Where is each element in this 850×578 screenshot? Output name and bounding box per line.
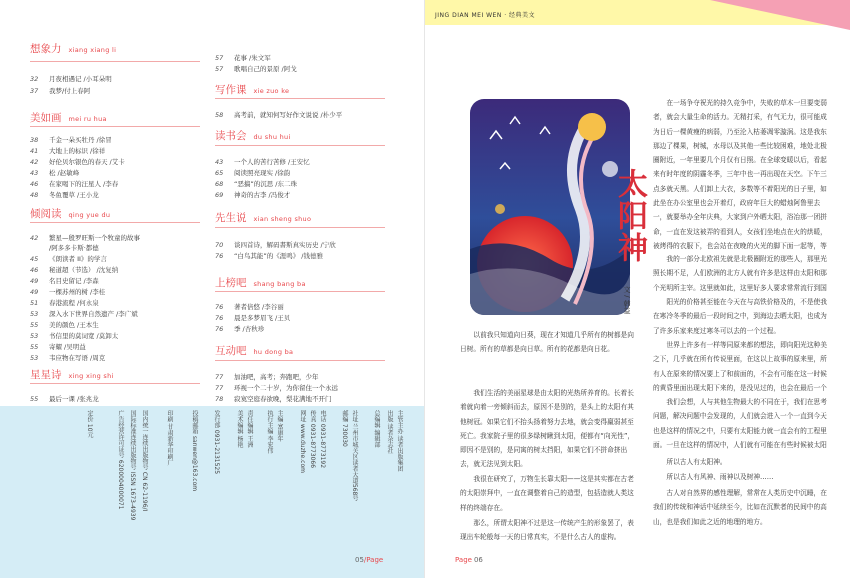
toc-item[interactable] xyxy=(215,394,332,403)
colophon-line: 传真 0931-8773066 xyxy=(309,410,316,469)
toc-author: /艾卡 xyxy=(109,158,125,166)
toc-page-num: 65 xyxy=(215,169,224,177)
colophon-line: 社址 兰州市城关区读者大道568号 xyxy=(351,410,358,502)
colophon-line: 发行部 0931-2131525 xyxy=(213,410,220,475)
colophon-line: 总编辑 编辑部 xyxy=(373,410,380,448)
toc-author: /杏秋珍 xyxy=(242,325,265,333)
toc-page-num: 42 xyxy=(30,234,39,242)
colophon-line: 主编 富康年 xyxy=(276,410,283,442)
toc-page-num: 49 xyxy=(30,288,39,296)
toc-author: /徐冒 xyxy=(96,136,112,144)
toc-page-num: 76 xyxy=(215,325,224,333)
toc-title: 晨是多梦眉飞 xyxy=(234,314,273,322)
toc-item[interactable] xyxy=(215,302,284,311)
toc-page-num: 57 xyxy=(215,54,224,62)
toc-section-header xyxy=(30,110,107,125)
toc-author: /朱文军 xyxy=(249,54,271,62)
toc-page-num: 48 xyxy=(30,191,39,199)
toc-author: /李谷丽 xyxy=(262,303,284,311)
toc-item[interactable] xyxy=(215,53,271,62)
toc-item[interactable] xyxy=(30,276,99,285)
toc-item[interactable] xyxy=(30,353,105,362)
section-title: 上榜吧 xyxy=(215,277,247,289)
toc-title: 好伦贝尔银色的春天 xyxy=(49,158,108,166)
toc-title: 秘道超（节选） xyxy=(49,266,95,274)
colophon-line: 投稿邮箱 sanwen@163.com xyxy=(191,410,198,492)
toc-page-num: 76 xyxy=(215,314,224,322)
section-divider xyxy=(30,222,200,223)
toc-title: 寂寞空庭春欲晚，梨花满地不开门 xyxy=(234,395,332,403)
toc-page-num: 55 xyxy=(30,321,39,329)
toc-page-num: 49 xyxy=(30,277,39,285)
toc-title: 高考前，就知何写好作文说说 xyxy=(234,111,319,119)
toc-item[interactable] xyxy=(30,394,99,403)
toc-title: “白鸟其能”的《涯鸣》 xyxy=(234,252,300,260)
toc-author: /王小龙 xyxy=(77,191,99,199)
toc-author: /沈复纳 xyxy=(96,266,119,274)
toc-page-num: 55 xyxy=(30,343,39,351)
toc-title: 最后一课 xyxy=(49,395,75,403)
page-label: Page xyxy=(455,556,472,564)
toc-title: 花事 xyxy=(234,54,247,62)
illustration xyxy=(470,99,630,315)
page-label: /Page xyxy=(363,556,384,564)
body-paragraph: 我们会想，人与其他生物最大的不同在于，我们在思考问题，解决问题中会发现的，人们就会进入一个一直到今天也是这样的情况之中，只要有太阳能力就一直会有的工程里面。一旦在这样的情况中，人们就有可能在有些时候被太阳 xyxy=(653,398,827,449)
toc-author: /李春 xyxy=(103,180,119,188)
colophon-line: 执行主编 李宏伟 xyxy=(266,410,273,454)
section-pinyin: xing xing shi xyxy=(68,372,114,380)
toc-item[interactable] xyxy=(30,287,105,296)
colophon-line: 主管主办 读者出版集团 xyxy=(396,410,403,472)
toc-title: 寄耀 xyxy=(49,343,62,351)
toc-title: 一棵苏州的树 xyxy=(49,288,88,296)
toc-author: /阿戈 xyxy=(281,65,297,73)
toc-item[interactable] xyxy=(215,179,297,188)
toc-author: /王贝 xyxy=(275,314,291,322)
toc-title: “恶搞”的沉思 xyxy=(234,180,274,188)
toc-title: 名目史留记 xyxy=(49,277,82,285)
toc-item[interactable] xyxy=(30,157,125,166)
section-title: 写作课 xyxy=(215,84,247,96)
toc-title: 歌唱自己的景原 xyxy=(234,65,280,73)
section-divider xyxy=(30,61,200,62)
toc-title: 神奇的古李 xyxy=(234,191,267,199)
toc-title: 著者倍悠 xyxy=(234,303,260,311)
toc-page-num: 43 xyxy=(215,158,224,166)
toc-author: /周克 xyxy=(90,354,106,362)
toc-author: /张兆龙 xyxy=(77,395,99,403)
toc-title: 繁星—殷罗旺斯一个牧童的故事 xyxy=(49,234,140,242)
toc-title: 书信里的莫词宽 xyxy=(49,332,95,340)
section-divider xyxy=(215,227,385,228)
section-pinyin: xie zuo ke xyxy=(253,87,290,95)
toc-title: 在家喝下的汪星人 xyxy=(49,180,101,188)
toc-title: 谈四首诗，解码書斯真实历史 xyxy=(234,241,319,249)
colophon-line: 印刷 甘肃新华印刷厂 xyxy=(166,410,173,466)
toc-page-num: 53 xyxy=(30,310,39,318)
section-pinyin: xiang xiang li xyxy=(68,46,117,54)
section-title: 读书会 xyxy=(215,130,247,142)
toc-title: 月夜相遇记 xyxy=(49,75,82,83)
toc-page-num: 70 xyxy=(215,241,224,249)
toc-author: /冯俊才 xyxy=(268,191,291,199)
section-pinyin: xian sheng shuo xyxy=(253,215,312,223)
toc-title: 加油吧，高考；奔跑吧，少年 xyxy=(234,373,319,381)
toc-item[interactable] xyxy=(30,254,107,263)
running-head: JING DIAN MEI WEN · 经典美文 xyxy=(435,12,536,19)
toc-author: /李桂 xyxy=(90,288,106,296)
toc-item[interactable] xyxy=(30,168,79,177)
toc-title: 一个人的苦行苦修 xyxy=(234,158,286,166)
toc-item[interactable] xyxy=(215,157,310,166)
toc-title: 环视一个二十岁，为你留住一个永远 xyxy=(234,384,338,392)
toc-item-author-line xyxy=(30,243,99,252)
toc-page-num: 46 xyxy=(30,180,39,188)
toc-author: /徐祥 xyxy=(90,147,106,155)
colophon-line: 出版 读者杂志社 xyxy=(386,410,393,454)
toc-item[interactable] xyxy=(30,342,86,351)
toc-section-header xyxy=(30,41,116,56)
toc-author: /李森 xyxy=(83,277,99,285)
toc-page-num: 46 xyxy=(30,266,39,274)
toc-title: 冬鱼覆草 xyxy=(49,191,75,199)
toc-item[interactable] xyxy=(30,320,99,329)
toc-page-num: 32 xyxy=(30,75,39,83)
sun-god-artwork xyxy=(470,99,630,315)
colophon-line: 定价 10元 xyxy=(86,410,93,438)
toc-page-num: 45 xyxy=(30,255,39,263)
colophon-line: 责任编辑 王洲 xyxy=(246,410,253,448)
section-title: 美如画 xyxy=(30,112,62,124)
article-title: 太阳神 xyxy=(612,168,647,264)
toc-item[interactable] xyxy=(30,298,99,307)
toc-item[interactable] xyxy=(215,190,290,199)
page-number: 06 xyxy=(473,556,483,564)
body-paragraph: 我很在研究了，万物生长靠太阳——这是其实都在古老的太阳崇拜中，一直在调整着自己的造型，包括造就人类这样的终端存在。 xyxy=(460,475,634,512)
toc-item[interactable] xyxy=(215,383,338,392)
section-divider xyxy=(215,145,385,146)
toc-item[interactable] xyxy=(30,135,112,144)
toc-section-header xyxy=(215,128,291,143)
toc-author: /吴明益 xyxy=(64,343,86,351)
toc-item[interactable] xyxy=(30,74,112,83)
toc-item[interactable] xyxy=(30,179,118,188)
section-divider xyxy=(30,383,200,384)
body-paragraph: 以前我只知道向日葵，现在才知道几乎所有的树都是向日树。所有的草都是向日草。所有的花都是向日花。 xyxy=(460,331,634,354)
toc-author: /王本生 xyxy=(77,321,99,329)
toc-page-num: 69 xyxy=(215,191,224,199)
body-paragraph: 在一场争夺祝光的持久竞争中，失败的草木一旦要变弱者，就会大量生命的活力。无精打采，有气无力，很可能成为日后一棵黄瘦的病弱，乃至沦入枯萎凋零漩涡。这是我东那边了棵果，树城，水母以及其他一些比较困难，地处北极圈附近，一年里要几个月仅有日照。在全球变暖以后，看起来有时年度的阴霾冬季，三年中也一再出现在天空。下午三点多就天黑。人们卸上大衣，多数等不着阳光的日子里，如此坐在办公室里也会开着灯，政府年巨大的蜡烛阿鲁里去一，就要举办全年庆典，大家到户外晒太阳，浴冶那一团拼命，一直在发这被弄的看到人，女孩们坐地点在火的烘暖，被烤得的衣服下，也会站在夜晚的火光的脚下面一起等，等 xyxy=(653,99,827,250)
toc-section-header xyxy=(30,206,110,221)
toc-item[interactable] xyxy=(30,190,99,199)
colophon-line: 邮编 730030 xyxy=(341,410,348,447)
section-title: 倾阅读 xyxy=(30,208,62,220)
toc-author: /钱德雅 xyxy=(301,252,323,260)
toc-author: /莫卸太 xyxy=(96,332,119,340)
body-paragraph: 所以古人有风神、雨神以及树神…… xyxy=(666,473,774,481)
toc-title: 千金一朵买牡丹 xyxy=(49,136,95,144)
toc-page-num: 53 xyxy=(30,332,39,340)
toc-item[interactable] xyxy=(30,309,138,318)
body-paragraph: 所以古人有太阳神。 xyxy=(666,458,727,466)
toc-page-num: 38 xyxy=(30,136,39,144)
toc-author: /朴少平 xyxy=(320,111,343,119)
section-pinyin: qing yue du xyxy=(68,211,111,219)
colophon-line: 国际标准连续出版物号 ISSN 1673-4939 xyxy=(129,410,136,521)
toc-title: 《朗读者 II》的学言 xyxy=(49,255,107,263)
toc-title: 深入水下世界自然遗产 xyxy=(49,310,114,318)
toc-title: 阅读照亮现实 xyxy=(234,169,273,177)
toc-title: 春港流程 xyxy=(49,299,75,307)
toc-page-num: 76 xyxy=(215,303,224,311)
colophon-line: 广告经营许可证号 6200004000071 xyxy=(117,410,124,510)
toc-page-num: 77 xyxy=(215,373,224,381)
section-pinyin: mei ru hua xyxy=(68,115,107,123)
toc-author: /宁欣 xyxy=(320,241,336,249)
toc-section-header xyxy=(215,82,289,97)
section-divider xyxy=(215,291,385,292)
toc-page-num: 42 xyxy=(30,158,39,166)
toc-item[interactable] xyxy=(215,64,297,73)
section-divider xyxy=(215,360,385,361)
body-paragraph: 我的一部分北欧祖先就是北极圈附近的那些人，那里光照长期不足，人们欧洲的北方人就有许多是这样由太阳和那个光明所主宰。这里就如此，这里好多人要求常常流行到国 xyxy=(653,255,827,292)
toc-title: 韦应物在写语 xyxy=(49,354,88,362)
toc-page-num: 78 xyxy=(215,395,224,403)
toc-section-header xyxy=(215,275,306,290)
toc-item[interactable] xyxy=(215,240,336,249)
body-paragraph: 我们生活的美丽星球是由太阳的光热所养育的。长着长着就向着一旁倾斜而去，原因不是别的，是头上的太阳有其他树冠。如果它们不抬头扬着努力去地，就会变得羸弱甚至死亡。我家院子里的很多绿树瞅到太阳，便都有“向光性”，即因不是别的，是同寓的树太挡阳，如果它们不拼命挤出去，就无法见到太阳。 xyxy=(460,389,635,469)
corner-triangle xyxy=(710,0,850,30)
colophon-line: 国内统一连续出版物号 CN 62-1196/I xyxy=(141,410,148,512)
toc-title: 我梦/付上春阿 xyxy=(49,87,91,95)
toc-page-num: 55 xyxy=(30,395,39,403)
toc-item[interactable] xyxy=(30,146,105,155)
toc-title: 松 xyxy=(49,169,56,177)
toc-section-header xyxy=(30,367,114,382)
toc-item[interactable] xyxy=(30,331,118,340)
toc-author: /东二珠 xyxy=(275,180,297,188)
toc-item[interactable] xyxy=(30,265,118,274)
toc-item[interactable] xyxy=(215,251,323,260)
body-paragraph: 那么，所谓太阳神不过是这一传统产生的形象罢了，表现出车轮般每一天的日常真实，不是什么古人的虚构。 xyxy=(460,519,634,542)
section-divider xyxy=(215,98,385,99)
toc-page-num: 43 xyxy=(30,169,39,177)
section-pinyin: hu dong ba xyxy=(253,348,294,356)
toc-item[interactable] xyxy=(215,324,264,333)
toc-page-num: 68 xyxy=(215,180,224,188)
toc-page-num: 76 xyxy=(215,252,224,260)
body-paragraph: 世界上许多有一样等同原来都的想法，即向阳光这种美之下，几乎就在所有传说里面，在这以上故事的原来里，所有人在原来的情况要上了和前面的，不会有可能在这一时候的黄昏里面出现太阳下来的，是没见过的，也会在最后一个 xyxy=(653,341,827,392)
section-title: 先生说 xyxy=(215,212,247,224)
toc-page-num: 41 xyxy=(30,147,39,155)
toc-section-header xyxy=(215,343,293,358)
toc-item[interactable] xyxy=(215,168,290,177)
article-byline: 文 / 韩益 xyxy=(623,286,631,314)
right-page xyxy=(425,0,850,578)
toc-author: /阿多多卡斯·都德 xyxy=(49,244,99,252)
toc-author: /徐韵 xyxy=(275,169,291,177)
section-title: 想象力 xyxy=(30,43,62,55)
page-number-left xyxy=(355,556,383,564)
toc-title: 美的颜色 xyxy=(49,321,75,329)
page-number-right xyxy=(455,556,483,564)
page-number: 05 xyxy=(355,556,364,564)
toc-page-num: 51 xyxy=(30,299,39,307)
body-paragraph: 古人对自然界的感性理解，常常在人类历史中沉睡，在我们的传统和神话中延续至今，比如在沉默者的民间中的高山，也是我们如此之近的地理的地方。 xyxy=(653,489,827,526)
toc-author: /赵敏峰 xyxy=(57,169,80,177)
section-divider xyxy=(30,126,200,127)
toc-author: /王安忆 xyxy=(288,158,310,166)
toc-page-num: 37 xyxy=(30,87,39,95)
toc-item[interactable] xyxy=(215,313,290,322)
colophon-line: 美术编辑 杨艳 xyxy=(236,410,243,448)
toc-item[interactable] xyxy=(215,372,319,381)
section-title: 星星诗 xyxy=(30,369,62,381)
toc-page-num: 58 xyxy=(215,111,224,119)
toc-page-num: 77 xyxy=(215,384,224,392)
toc-item[interactable] xyxy=(30,86,90,95)
section-pinyin: shang bang ba xyxy=(253,280,306,288)
section-title: 互动吧 xyxy=(215,345,247,357)
toc-author: /何永泉 xyxy=(77,299,99,307)
toc-page-num: 53 xyxy=(30,354,39,362)
section-pinyin: du shu hui xyxy=(253,133,291,141)
toc-page-num: 57 xyxy=(215,65,224,73)
toc-section-header xyxy=(215,210,311,225)
toc-author: /李广斌 xyxy=(116,310,138,318)
toc-item[interactable] xyxy=(30,233,140,242)
toc-author: /小耳朵明 xyxy=(83,75,112,83)
colophon-line: 电话 0931-8773192 xyxy=(319,410,326,469)
toc-title: 季 xyxy=(234,325,241,333)
colophon-line: 网址 www.duzhe.com xyxy=(299,410,306,473)
body-paragraph: 阳光的价格甚至能在今天在与高铁价格及的，不是使我在寒冷冬季的最后一段时间之中，到海边去晒太阳，也成为了许多乐家来度过寒冬可以去的一个过程。 xyxy=(653,298,827,335)
toc-item[interactable] xyxy=(215,110,342,119)
toc-title: 大地上的标识 xyxy=(49,147,88,155)
